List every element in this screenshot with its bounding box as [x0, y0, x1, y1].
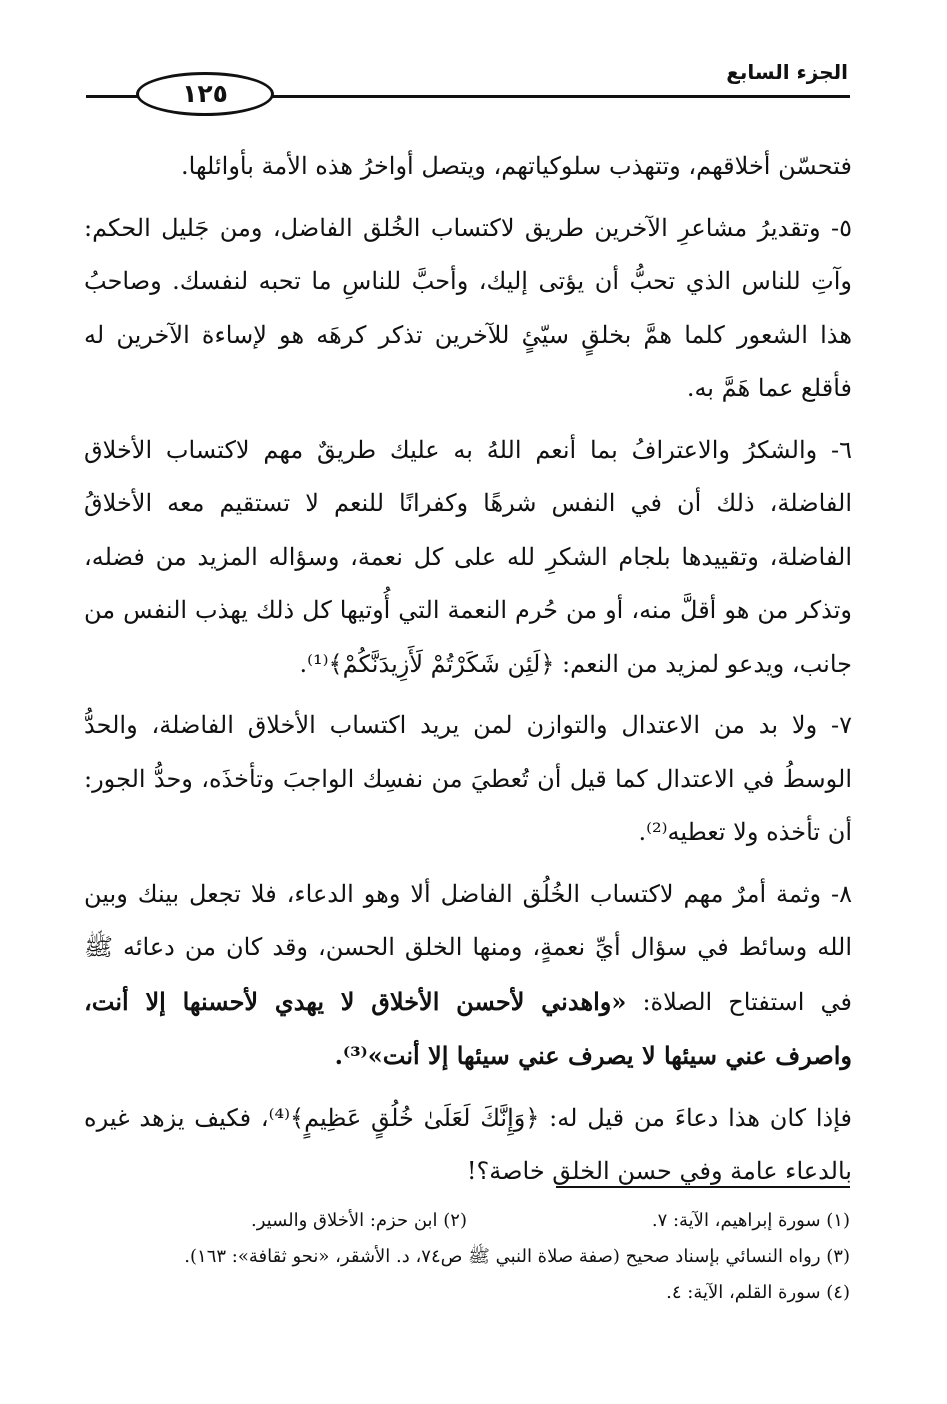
paragraph-8: [84, 868, 852, 1084]
page-number: ١٢٥: [136, 72, 274, 116]
footnote-divider: [556, 1186, 850, 1188]
footnotes: [84, 1203, 850, 1311]
footnote-2: (٢) ابن حزم: الأخلاق والسير.: [250, 1210, 467, 1231]
footnote-row: [84, 1203, 850, 1239]
section-title: الجزء السابع: [726, 60, 848, 84]
paragraph-5: ٥- وتقديرُ مشاعرِ الآخرين طريق لاكتساب الخُلق الفاضل، ومن جَليل الحكم: وآتِ للناس الذي تحبُّ أن يؤتى إليك، وأحبَّ للناسِ ما تحبه لنفسك. وصاحبُ هذا الشعور كلما همَّ بخلقٍ سيّئٍ للآخرين تذكر كرهَه هو لإساءة الآخرين له فأقلع عما هَمَّ به.: [84, 213, 852, 402]
paragraph-8-dua: «واهدني لأحسن الأخلاق لا يهدي لأحسنها إلا أنت، واصرف عني سيئها لا يصرف عني سيئها إلا أنت»⁽³⁾.: [84, 986, 852, 1070]
paragraph-6: ٦- والشكرُ والاعترافُ بما أنعم اللهُ به عليك طريقٌ مهم لاكتساب الأخلاق الفاضلة، ذلك أن في النفس شرهًا وكفرانًا للنعم لا تستقيم معه الأخلاقُ الفاضلة، وتقييدها بلجام الشكرِ لله على كل نعمة، وسؤاله المزيد من فضله، وتذكر من هو أقلَّ منه، أو من حُرم النعمة التي أُوتيها كل ذلك يهذب النفس من جانب، ويدعو لمزيد من النعم: ﴿لَئِن شَكَرْتُمْ لَأَزِيدَنَّكُمْ﴾⁽¹⁾.: [84, 435, 853, 678]
footnote-3: (٣) رواه النسائي بإسناد صحيح (صفة صلاة النبي ﷺ ص٧٤، د. الأشقر، «نحو ثقافة»: ١٦٣).: [184, 1246, 850, 1267]
paragraph-8-text: ٨- وثمة أمرٌ مهم لاكتساب الخُلُق الفاضل ألا وهو الدعاء، فلا تجعل بينك وبين الله وسائط في سؤال أيِّ نعمةٍ، ومنها الخلق الحسن، وقد كان من دعائه ﷺ في استفتاح الصلاة:: [84, 879, 852, 1016]
paragraph-intro: فتحسّن أخلاقهم، وتتهذب سلوكياتهم، ويتصل أواخرُ هذه الأمة بأوائلها.: [181, 152, 852, 180]
page-header: [86, 58, 850, 108]
main-text: [84, 140, 852, 1207]
paragraph-conclusion: فإذا كان هذا دعاءَ من قيل له: ﴿وَإِنَّكَ لَعَلَىٰ خُلُقٍ عَظِيمٍ﴾⁽⁴⁾، فكيف يزهد غيره بالدعاء عامة وفي حسن الخلق خاصة؟!: [84, 1103, 852, 1185]
footnote-4: (٤) سورة القلم، الآية: ٤.: [666, 1282, 850, 1303]
paragraph-7: ٧- ولا بد من الاعتدال والتوازن لمن يريد اكتساب الأخلاق الفاضلة، والحدُّ الوسطُ في الاعتدال كما قيل أن تُعطيَ من نفسِك الواجبَ وتأخذَه، وحدُّ الجور: أن تأخذه ولا تعطيه⁽²⁾.: [84, 711, 852, 846]
footnote-1: (١) سورة إبراهيم، الآية: ٧.: [651, 1210, 850, 1231]
